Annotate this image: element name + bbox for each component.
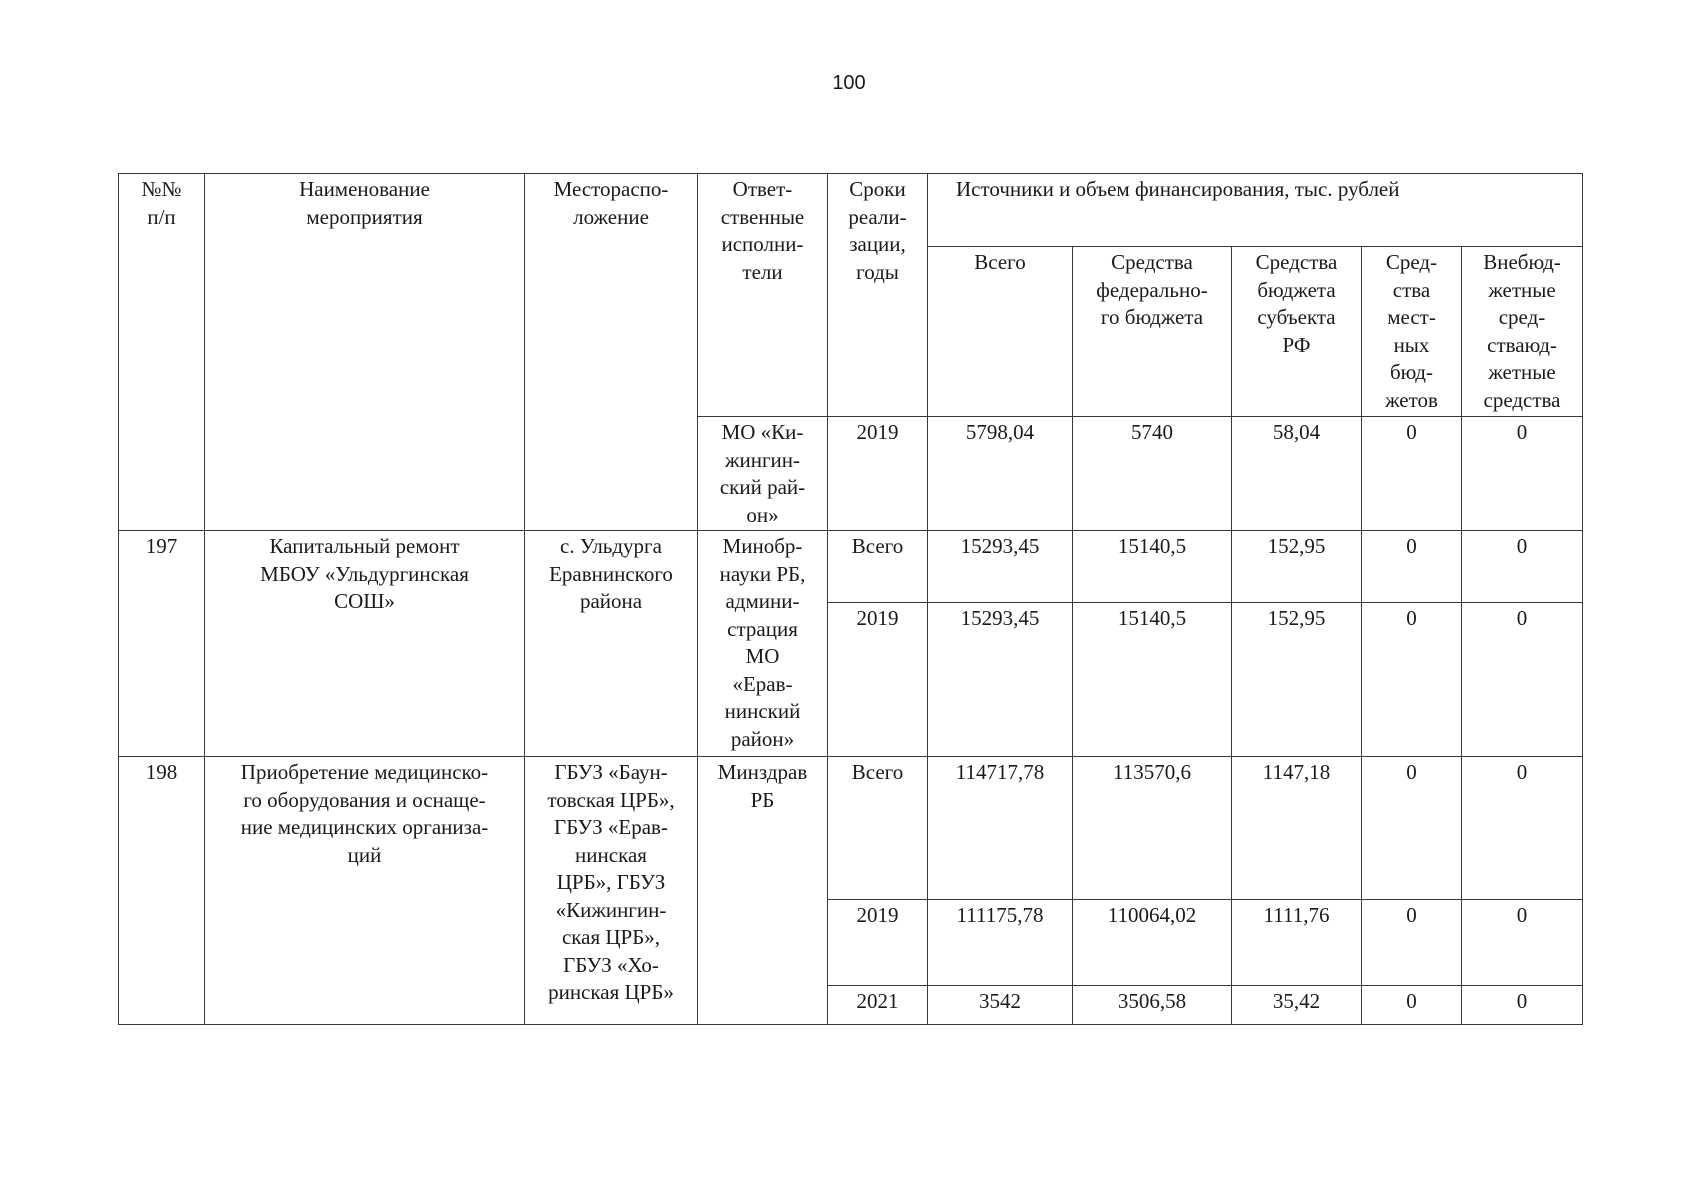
page-number: 100 <box>832 72 866 94</box>
cell-federal: 3506,58 <box>1073 986 1232 1025</box>
header-funding: Источники и объем финансирования, тыс. рублей <box>928 174 1583 247</box>
header-total: Всего <box>928 247 1073 417</box>
cell-subject: 35,42 <box>1232 986 1362 1025</box>
cell-responsible: Минздрав РБ <box>698 757 828 1025</box>
cell-period: 2019 <box>828 417 928 531</box>
cell-period: Всего <box>828 757 928 900</box>
cell-extra: 0 <box>1462 531 1583 603</box>
cell-responsible: Минобр- науки РБ, админи- страция МО «Ерав- нинский район» <box>698 531 828 757</box>
funding-table <box>118 173 1583 1025</box>
header-extrabudget: Внебюд- жетные сред- стваюд- жетные средства <box>1462 247 1583 417</box>
cell-period: 2021 <box>828 986 928 1025</box>
cell-period: 2019 <box>828 900 928 986</box>
header-row <box>119 174 1583 247</box>
cell-period: Всего <box>828 531 928 603</box>
header-federal: Средства федерально- го бюджета <box>1073 247 1232 417</box>
cell-name: Приобретение медицинско- го оборудования и оснаще- ние медицинских организа- ций <box>205 757 525 1025</box>
cell-federal: 15140,5 <box>1073 531 1232 603</box>
cell-total: 15293,45 <box>928 531 1073 603</box>
cell-extra: 0 <box>1462 900 1583 986</box>
cell-subject: 152,95 <box>1232 603 1362 757</box>
cell-name: Капитальный ремонт МБОУ «Ульдургинская СОШ» <box>205 531 525 757</box>
cell-extra: 0 <box>1462 417 1583 531</box>
cell-federal: 5740 <box>1073 417 1232 531</box>
header-subject: Средства бюджета субъекта РФ <box>1232 247 1362 417</box>
header-period: Сроки реали- зации, годы <box>828 174 928 417</box>
cell-total: 15293,45 <box>928 603 1073 757</box>
cell-subject: 152,95 <box>1232 531 1362 603</box>
cell-location: с. Ульдурга Еравнинского района <box>525 531 698 757</box>
cell-total: 111175,78 <box>928 900 1073 986</box>
cell-total: 3542 <box>928 986 1073 1025</box>
cell-extra: 0 <box>1462 986 1583 1025</box>
header-num: №№ п/п <box>119 174 205 531</box>
cell-federal: 110064,02 <box>1073 900 1232 986</box>
table-row <box>119 531 1583 603</box>
cell-period: 2019 <box>828 603 928 757</box>
cell-federal: 15140,5 <box>1073 603 1232 757</box>
table-row <box>119 757 1583 900</box>
cell-total: 5798,04 <box>928 417 1073 531</box>
cell-local: 0 <box>1362 417 1462 531</box>
cell-total: 114717,78 <box>928 757 1073 900</box>
cell-num: 198 <box>119 757 205 1025</box>
header-responsible: Ответ- ственные исполни- тели <box>698 174 828 417</box>
cell-responsible: МО «Ки- жингин- ский рай- он» <box>698 417 828 531</box>
header-name: Наименование мероприятия <box>205 174 525 531</box>
cell-extra: 0 <box>1462 603 1583 757</box>
cell-local: 0 <box>1362 531 1462 603</box>
header-local: Сред- ства мест- ных бюд- жетов <box>1362 247 1462 417</box>
cell-extra: 0 <box>1462 757 1583 900</box>
cell-subject: 1147,18 <box>1232 757 1362 900</box>
cell-num: 197 <box>119 531 205 757</box>
cell-subject: 1111,76 <box>1232 900 1362 986</box>
cell-location: ГБУЗ «Баун- товская ЦРБ», ГБУЗ «Ерав- нинская ЦРБ», ГБУЗ «Кижингин- ская ЦРБ», ГБУЗ «Хо- ринская ЦРБ» <box>525 757 698 1025</box>
header-location: Местораспо- ложение <box>525 174 698 531</box>
cell-federal: 113570,6 <box>1073 757 1232 900</box>
cell-local: 0 <box>1362 603 1462 757</box>
cell-local: 0 <box>1362 986 1462 1025</box>
cell-local: 0 <box>1362 900 1462 986</box>
cell-subject: 58,04 <box>1232 417 1362 531</box>
cell-local: 0 <box>1362 757 1462 900</box>
